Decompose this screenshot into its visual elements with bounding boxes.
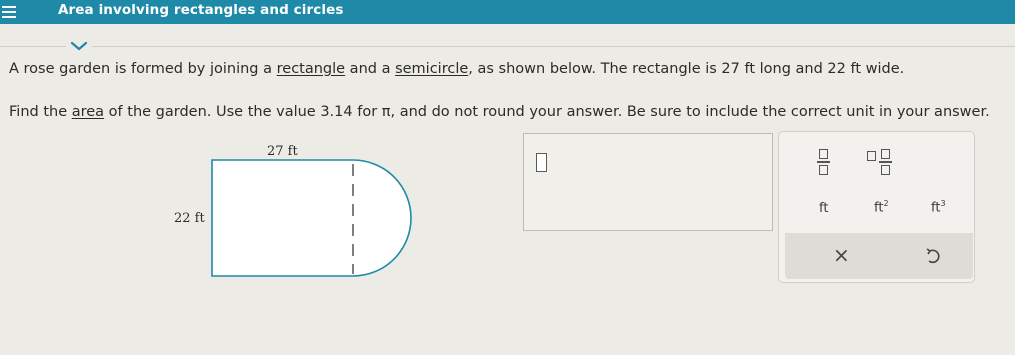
fraction-icon	[817, 149, 830, 175]
fraction-key[interactable]	[817, 148, 830, 175]
unit-ft3-label: ft	[931, 200, 941, 216]
clear-button[interactable]	[833, 243, 850, 267]
unit-ft3-key[interactable]	[931, 199, 946, 215]
unit-ft2-key[interactable]	[874, 199, 889, 215]
top-bar	[0, 0, 1015, 24]
garden-figure	[170, 140, 430, 290]
area-link[interactable]: area	[71, 104, 105, 120]
collapse-button[interactable]	[66, 36, 92, 56]
problem-statement	[9, 61, 904, 77]
divider	[0, 46, 1015, 47]
topic-title: Area involving rectangles and circles	[58, 2, 344, 18]
close-icon: ×	[833, 243, 850, 267]
width-label: 22 ft	[174, 211, 205, 226]
instruction-text: Find the	[9, 104, 72, 120]
instruction-text: of the garden. Use the value 3.14 for π, and do not round your answer. Be sure to include the correct unit in your answer.	[104, 104, 990, 120]
unit-ft-key[interactable]	[819, 201, 828, 216]
rectangle-link[interactable]: rectangle	[276, 61, 346, 77]
problem-text: A rose garden is formed by joining a	[9, 61, 277, 77]
problem-text: and a	[345, 61, 396, 77]
problem-instructions	[9, 104, 990, 120]
unit-ft2-label: ft	[874, 200, 884, 216]
answer-cursor	[536, 153, 547, 172]
chevron-down-icon	[66, 36, 92, 56]
mixed-number-icon	[867, 151, 876, 161]
mixed-number-key[interactable]	[867, 148, 892, 175]
math-keypad	[778, 131, 975, 283]
problem-text: , as shown below. The rectangle is 27 ft long and 22 ft wide.	[468, 61, 905, 77]
keypad-action-bar	[785, 233, 973, 279]
garden-diagram	[170, 140, 430, 290]
menu-icon[interactable]	[2, 6, 16, 18]
unit-ft2-exponent: 2	[883, 199, 889, 208]
undo-button[interactable]	[925, 247, 941, 271]
undo-icon	[925, 248, 941, 266]
unit-ft3-exponent: 3	[940, 199, 946, 208]
unit-ft-label: ft	[819, 201, 829, 216]
semicircle-link[interactable]: semicircle	[395, 61, 469, 77]
length-label: 27 ft	[267, 144, 298, 159]
answer-input[interactable]	[523, 133, 773, 231]
